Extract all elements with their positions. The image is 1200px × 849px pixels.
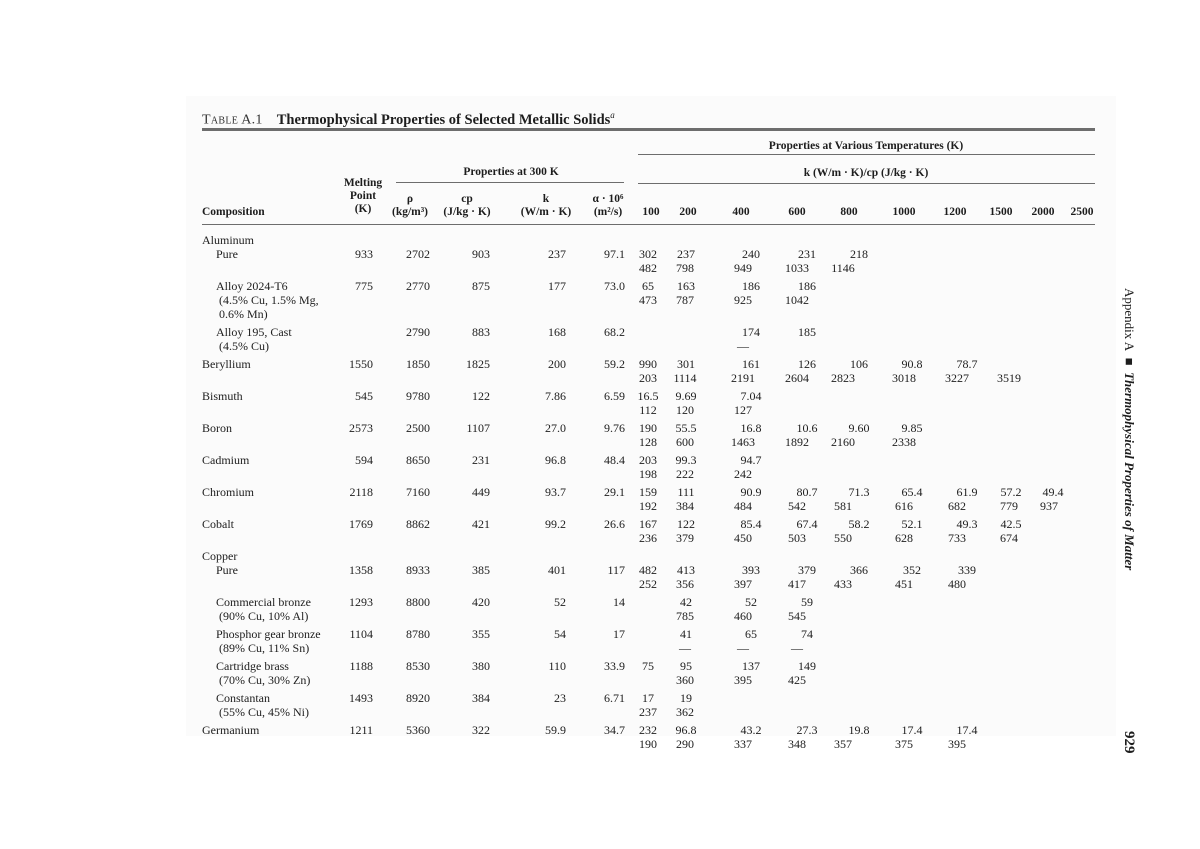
cell-mp: 1493 xyxy=(349,691,373,705)
cell-rho: 5360 xyxy=(406,723,430,737)
cell-cp-100: 198 xyxy=(639,467,657,481)
cell-k-600: 379 xyxy=(798,563,816,577)
cell-k-600: 67.4 xyxy=(796,517,818,531)
top-rule xyxy=(202,128,1095,131)
material-name: Pure xyxy=(216,563,238,577)
cell-k-400: 393 xyxy=(742,563,760,577)
cell-mp: 1293 xyxy=(349,595,373,609)
cell-cp-400: 2191 xyxy=(731,371,755,385)
header-temp-800: 800 xyxy=(840,206,858,218)
header-temps-sub: k (W/m · K)/cp (J/kg · K) xyxy=(803,167,929,179)
cell-k-400: 137 xyxy=(742,659,760,673)
cell-k-200: 41 xyxy=(680,627,692,641)
cell-rho: 2702 xyxy=(406,247,430,261)
cell-cp: 449 xyxy=(472,485,490,499)
cell-rho: 2500 xyxy=(406,421,430,435)
header-conductivity-symbol: k xyxy=(542,193,550,205)
header-melting-point: Point xyxy=(349,190,377,202)
cell-cp-1500: 779 xyxy=(1000,499,1018,513)
material-name: Cobalt xyxy=(202,517,234,531)
cell-cp-200: 360 xyxy=(676,673,694,687)
cell-cp-1200: 682 xyxy=(948,499,966,513)
cell-cp-200: 356 xyxy=(676,577,694,591)
cell-cp-600: 1042 xyxy=(785,293,809,307)
cell-k-800: 9.60 xyxy=(848,421,870,435)
cell-cp-1200: 733 xyxy=(948,531,966,545)
cell-cp: 1825 xyxy=(466,357,490,371)
cell-k-600: 10.6 xyxy=(796,421,818,435)
table-title: Thermophysical Properties of Selected Metallic Solids xyxy=(276,111,611,128)
cell-cp-1200: 3227 xyxy=(945,371,969,385)
cell-alpha: 26.6 xyxy=(604,517,625,531)
cell-rho: 8780 xyxy=(406,627,430,641)
cell-cp-200: 600 xyxy=(676,435,694,449)
material-name: Cartridge brass xyxy=(216,659,289,673)
cell-k-800: 366 xyxy=(850,563,868,577)
cell-cp-1000: 3018 xyxy=(892,371,916,385)
header-temp-600: 600 xyxy=(788,206,806,218)
cell-k-600: 149 xyxy=(798,659,816,673)
title-footnote-mark: a xyxy=(610,110,615,120)
cell-k-600: 185 xyxy=(798,325,816,339)
cell-rho: 8920 xyxy=(406,691,430,705)
cell-cp-600: 425 xyxy=(788,673,806,687)
material-name: (4.5% Cu) xyxy=(219,339,269,353)
cell-cp-200: 379 xyxy=(676,531,694,545)
cell-cp-600: — xyxy=(791,641,803,655)
header-300k-group: Properties at 300 K xyxy=(463,166,559,178)
cell-mp: 1358 xyxy=(349,563,373,577)
cell-k-600: 27.3 xyxy=(796,723,818,737)
header-temp-2000: 2000 xyxy=(1031,206,1055,218)
material-name: Germanium xyxy=(202,723,260,737)
cell-cp-800: 357 xyxy=(834,737,852,751)
cell-cp-400: 127 xyxy=(734,403,752,417)
material-name: (55% Cu, 45% Ni) xyxy=(219,705,309,719)
cell-k-100: 17 xyxy=(642,691,654,705)
cell-k-200: 99.3 xyxy=(675,453,697,467)
cell-rho: 8933 xyxy=(406,563,430,577)
cell-cp-400: 397 xyxy=(734,577,752,591)
cell-cp: 355 xyxy=(472,627,490,641)
header-temp-200: 200 xyxy=(679,206,697,218)
cell-k-1200: 17.4 xyxy=(956,723,978,737)
cell-k-100: 482 xyxy=(639,563,657,577)
header-temp-2500: 2500 xyxy=(1070,206,1094,218)
header-composition: Composition xyxy=(202,206,265,218)
material-group-heading: Copper xyxy=(202,549,238,563)
cell-k: 27.0 xyxy=(545,421,566,435)
header-temp-100: 100 xyxy=(642,206,660,218)
cell-k: 52 xyxy=(554,595,566,609)
cell-k-400: 94.7 xyxy=(740,453,762,467)
cell-cp: 122 xyxy=(472,389,490,403)
cell-mp: 1769 xyxy=(349,517,373,531)
cell-cp-400: 925 xyxy=(734,293,752,307)
cell-k-800: 71.3 xyxy=(848,485,870,499)
header-temp-1000: 1000 xyxy=(892,206,916,218)
cell-k-400: 161 xyxy=(742,357,760,371)
cell-k-1200: 49.3 xyxy=(956,517,978,531)
cell-cp-200: 222 xyxy=(676,467,694,481)
cell-cp: 231 xyxy=(472,453,490,467)
table-caption xyxy=(202,110,615,129)
cell-k-1200: 339 xyxy=(958,563,976,577)
header-melting-point: (K) xyxy=(354,203,372,215)
cell-cp-600: 2604 xyxy=(785,371,809,385)
cell-cp-600: 1892 xyxy=(785,435,809,449)
cell-cp-400: 460 xyxy=(734,609,752,623)
header-diffusivity-unit: (m²/s) xyxy=(593,206,623,218)
cell-k-800: 58.2 xyxy=(848,517,870,531)
temps-group-rule xyxy=(638,154,1095,155)
header-diffusivity-symbol: α · 10⁶ xyxy=(592,193,624,205)
page-number: 929 xyxy=(1121,731,1137,754)
cell-cp: 384 xyxy=(472,691,490,705)
material-name: Constantan xyxy=(216,691,270,705)
cell-k-100: 203 xyxy=(639,453,657,467)
cell-alpha: 14 xyxy=(613,595,625,609)
material-name: Alloy 2024-T6 xyxy=(216,279,288,293)
header-bottom-rule xyxy=(202,224,1095,225)
header-temp-1500: 1500 xyxy=(989,206,1013,218)
cell-cp-1500: 3519 xyxy=(997,371,1021,385)
cell-cp: 322 xyxy=(472,723,490,737)
cell-k: 93.7 xyxy=(545,485,566,499)
cell-rho: 7160 xyxy=(406,485,430,499)
cell-mp: 1550 xyxy=(349,357,373,371)
cell-rho: 8862 xyxy=(406,517,430,531)
material-group-heading: Aluminum xyxy=(202,233,255,247)
cell-rho: 8800 xyxy=(406,595,430,609)
cell-cp-100: 236 xyxy=(639,531,657,545)
material-name: (4.5% Cu, 1.5% Mg, xyxy=(219,293,319,307)
cell-cp-600: 1033 xyxy=(785,261,809,275)
cell-k: 237 xyxy=(548,247,566,261)
cell-alpha: 6.71 xyxy=(604,691,625,705)
cell-k-100: 232 xyxy=(639,723,657,737)
cell-cp-600: 348 xyxy=(788,737,806,751)
cell-cp-100: 128 xyxy=(639,435,657,449)
cell-k-200: 95 xyxy=(680,659,692,673)
cell-cp-1000: 2338 xyxy=(892,435,916,449)
material-name: Chromium xyxy=(202,485,255,499)
cell-k-600: 126 xyxy=(798,357,816,371)
header-conductivity-unit: (W/m · K) xyxy=(520,206,572,218)
cell-cp-200: — xyxy=(679,641,691,655)
cell-k-1000: 65.4 xyxy=(901,485,923,499)
cell-k-600: 186 xyxy=(798,279,816,293)
header-specific-heat-symbol: cp xyxy=(461,193,473,205)
cell-k: 59.9 xyxy=(545,723,566,737)
cell-alpha: 29.1 xyxy=(604,485,625,499)
material-name: Alloy 195, Cast xyxy=(216,325,292,339)
cell-k-100: 302 xyxy=(639,247,657,261)
table-label: Table A.1 xyxy=(202,112,263,128)
cell-cp-800: 581 xyxy=(834,499,852,513)
cell-k: 168 xyxy=(548,325,566,339)
cell-cp-1000: 375 xyxy=(895,737,913,751)
material-name: (70% Cu, 30% Zn) xyxy=(219,673,311,687)
cell-alpha: 6.59 xyxy=(604,389,625,403)
cell-k: 23 xyxy=(554,691,566,705)
header-temp-400: 400 xyxy=(732,206,750,218)
cell-cp: 883 xyxy=(472,325,490,339)
cell-k-600: 59 xyxy=(801,595,813,609)
separator-glyph: ■ xyxy=(1122,357,1137,366)
cell-k-100: 190 xyxy=(639,421,657,435)
cell-k-400: 186 xyxy=(742,279,760,293)
cell-mp: 545 xyxy=(355,389,373,403)
cell-cp-100: 237 xyxy=(639,705,657,719)
material-name: Cadmium xyxy=(202,453,250,467)
cell-cp-200: 787 xyxy=(676,293,694,307)
cell-cp-400: 1463 xyxy=(731,435,755,449)
cell-cp-200: 384 xyxy=(676,499,694,513)
cell-k: 7.86 xyxy=(545,389,566,403)
cell-rho: 8530 xyxy=(406,659,430,673)
cell-cp-400: 337 xyxy=(734,737,752,751)
cell-mp: 1104 xyxy=(349,627,373,641)
cell-cp-400: — xyxy=(737,641,749,655)
material-name: Bismuth xyxy=(202,389,243,403)
cell-k-600: 231 xyxy=(798,247,816,261)
header-density-unit: (kg/m³) xyxy=(391,206,429,218)
cell-cp-100: 473 xyxy=(639,293,657,307)
cell-mp: 1211 xyxy=(349,723,373,737)
cell-cp: 421 xyxy=(472,517,490,531)
cell-alpha: 17 xyxy=(613,627,625,641)
cell-cp-600: 542 xyxy=(788,499,806,513)
cell-cp-400: 395 xyxy=(734,673,752,687)
cell-cp-400: 450 xyxy=(734,531,752,545)
cell-k-800: 218 xyxy=(850,247,868,261)
cell-cp-100: 482 xyxy=(639,261,657,275)
props300-group-rule xyxy=(396,182,624,183)
header-density-symbol: ρ xyxy=(406,193,414,205)
appendix-label: Appendix A xyxy=(1122,288,1137,352)
cell-k-200: 9.69 xyxy=(675,389,697,403)
cell-k-200: 237 xyxy=(677,247,695,261)
cell-cp: 380 xyxy=(472,659,490,673)
cell-cp-1000: 451 xyxy=(895,577,913,591)
cell-k-400: 43.2 xyxy=(740,723,762,737)
cell-cp: 385 xyxy=(472,563,490,577)
cell-cp-400: 949 xyxy=(734,261,752,275)
material-name: Commercial bronze xyxy=(216,595,311,609)
cell-k-600: 80.7 xyxy=(796,485,818,499)
material-name: (89% Cu, 11% Sn) xyxy=(219,641,310,655)
side-running-head xyxy=(1121,288,1137,570)
cell-cp: 903 xyxy=(472,247,490,261)
cell-cp-1200: 480 xyxy=(948,577,966,591)
cell-k: 110 xyxy=(548,659,566,673)
material-name: Phosphor gear bronze xyxy=(216,627,321,641)
cell-cp-1000: 628 xyxy=(895,531,913,545)
cell-cp-2000: 937 xyxy=(1040,499,1058,513)
cell-cp-400: 242 xyxy=(734,467,752,481)
cell-k-1000: 17.4 xyxy=(901,723,923,737)
cell-k: 401 xyxy=(548,563,566,577)
cell-cp-800: 433 xyxy=(834,577,852,591)
cell-mp: 2573 xyxy=(349,421,373,435)
cell-mp: 775 xyxy=(355,279,373,293)
cell-rho: 2770 xyxy=(406,279,430,293)
cell-k-2000: 49.4 xyxy=(1042,485,1064,499)
cell-k: 200 xyxy=(548,357,566,371)
cell-alpha: 73.0 xyxy=(604,279,625,293)
cell-k-1500: 57.2 xyxy=(1000,485,1022,499)
cell-alpha: 97.1 xyxy=(604,247,625,261)
cell-rho: 1850 xyxy=(406,357,430,371)
appendix-title: Thermophysical Properties of Matter xyxy=(1122,372,1137,571)
cell-cp-600: 503 xyxy=(788,531,806,545)
cell-k: 54 xyxy=(554,627,566,641)
cell-cp-100: 252 xyxy=(639,577,657,591)
cell-alpha: 33.9 xyxy=(604,659,625,673)
cell-k-100: 990 xyxy=(639,357,657,371)
cell-k-1200: 61.9 xyxy=(956,485,978,499)
cell-cp-800: 1146 xyxy=(831,261,855,275)
cell-cp-1500: 674 xyxy=(1000,531,1018,545)
cell-mp: 594 xyxy=(355,453,373,467)
cell-cp-600: 417 xyxy=(788,577,806,591)
cell-k-100: 159 xyxy=(639,485,657,499)
header-temp-1200: 1200 xyxy=(943,206,967,218)
cell-cp: 420 xyxy=(472,595,490,609)
temps-sub-rule xyxy=(638,183,1095,184)
material-name: Pure xyxy=(216,247,238,261)
cell-cp-200: 362 xyxy=(676,705,694,719)
header-specific-heat-unit: (J/kg · K) xyxy=(443,206,491,218)
cell-rho: 2790 xyxy=(406,325,430,339)
cell-k-200: 55.5 xyxy=(675,421,697,435)
cell-k-400: 65 xyxy=(745,627,757,641)
cell-alpha: 68.2 xyxy=(604,325,625,339)
cell-k-1500: 42.5 xyxy=(1000,517,1022,531)
cell-alpha: 48.4 xyxy=(604,453,625,467)
header-temps-group: Properties at Various Temperatures (K) xyxy=(768,140,964,152)
cell-k-200: 19 xyxy=(680,691,692,705)
material-name: 0.6% Mn) xyxy=(219,307,268,321)
cell-k-100: 75 xyxy=(642,659,654,673)
cell-k-100: 65 xyxy=(642,279,654,293)
cell-cp: 1107 xyxy=(466,421,490,435)
cell-cp-400: — xyxy=(737,339,749,353)
cell-alpha: 34.7 xyxy=(604,723,625,737)
cell-cp-600: 545 xyxy=(788,609,806,623)
cell-mp: 2118 xyxy=(349,485,373,499)
cell-k-1000: 9.85 xyxy=(901,421,923,435)
cell-alpha: 117 xyxy=(607,563,625,577)
cell-k-400: 90.9 xyxy=(740,485,762,499)
cell-k-1000: 352 xyxy=(903,563,921,577)
cell-k-1200: 78.7 xyxy=(956,357,978,371)
cell-cp-100: 203 xyxy=(639,371,657,385)
cell-cp-1000: 616 xyxy=(895,499,913,513)
cell-rho: 8650 xyxy=(406,453,430,467)
cell-k-400: 174 xyxy=(742,325,760,339)
cell-cp-200: 798 xyxy=(676,261,694,275)
material-name: (90% Cu, 10% Al) xyxy=(219,609,309,623)
cell-k-800: 106 xyxy=(850,357,868,371)
cell-k-200: 111 xyxy=(677,485,695,499)
cell-k-800: 19.8 xyxy=(848,723,870,737)
cell-k-200: 122 xyxy=(677,517,695,531)
cell-cp-1200: 395 xyxy=(948,737,966,751)
cell-k-600: 74 xyxy=(801,627,813,641)
cell-k-100: 16.5 xyxy=(637,389,659,403)
cell-mp: 933 xyxy=(355,247,373,261)
cell-cp-100: 192 xyxy=(639,499,657,513)
cell-k-400: 7.04 xyxy=(740,389,762,403)
cell-cp-100: 190 xyxy=(639,737,657,751)
cell-cp: 875 xyxy=(472,279,490,293)
cell-k-200: 42 xyxy=(680,595,692,609)
cell-k-400: 240 xyxy=(742,247,760,261)
cell-alpha: 9.76 xyxy=(604,421,625,435)
cell-alpha: 59.2 xyxy=(604,357,625,371)
cell-k-400: 85.4 xyxy=(740,517,762,531)
material-name: Boron xyxy=(202,421,232,435)
cell-cp-200: 290 xyxy=(676,737,694,751)
cell-cp-400: 484 xyxy=(734,499,752,513)
cell-cp-200: 1114 xyxy=(673,371,697,385)
material-name: Beryllium xyxy=(202,357,251,371)
cell-k-200: 163 xyxy=(677,279,695,293)
cell-cp-200: 785 xyxy=(676,609,694,623)
cell-k-100: 167 xyxy=(639,517,657,531)
cell-k-200: 413 xyxy=(677,563,695,577)
cell-rho: 9780 xyxy=(406,389,430,403)
cell-cp-800: 2823 xyxy=(831,371,855,385)
cell-k: 99.2 xyxy=(545,517,566,531)
cell-k: 96.8 xyxy=(545,453,566,467)
cell-cp-100: 112 xyxy=(639,403,657,417)
cell-k: 177 xyxy=(548,279,566,293)
cell-k-400: 52 xyxy=(745,595,757,609)
cell-k-200: 96.8 xyxy=(675,723,697,737)
cell-cp-800: 2160 xyxy=(831,435,855,449)
cell-k-1000: 90.8 xyxy=(901,357,923,371)
header-melting-point: Melting xyxy=(343,177,383,189)
cell-k-400: 16.8 xyxy=(740,421,762,435)
cell-cp-800: 550 xyxy=(834,531,852,545)
cell-k-1000: 52.1 xyxy=(901,517,923,531)
cell-cp-200: 120 xyxy=(676,403,694,417)
cell-mp: 1188 xyxy=(349,659,373,673)
cell-k-200: 301 xyxy=(677,357,695,371)
